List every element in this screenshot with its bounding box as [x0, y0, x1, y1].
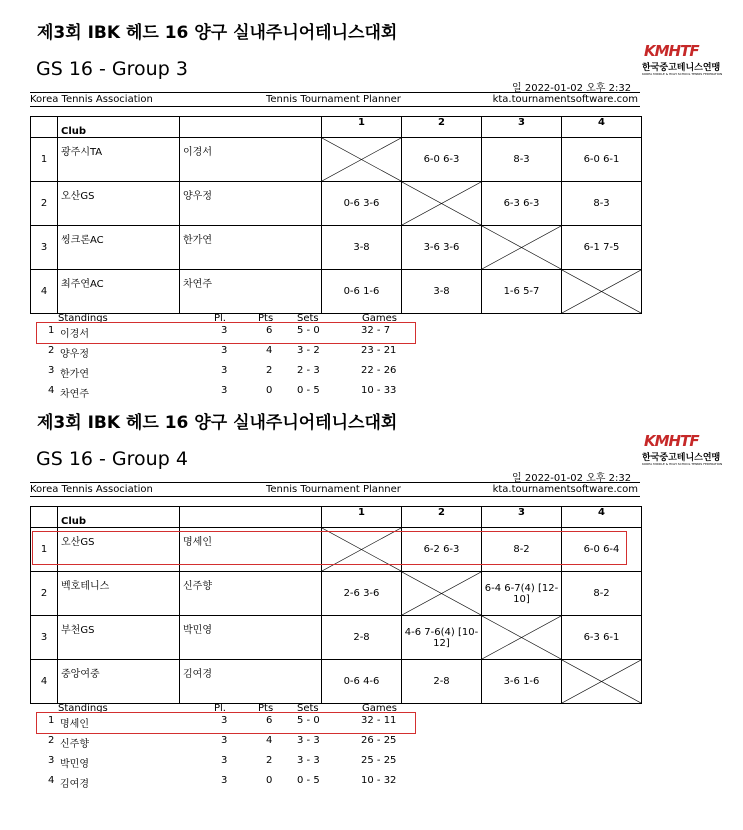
table-row — [31, 182, 642, 226]
score-cell: 1-6 5-7 — [482, 270, 562, 314]
row-number: 1 — [31, 528, 58, 572]
row-number: 3 — [31, 226, 58, 270]
cross-icon — [322, 138, 401, 181]
standing-rank: 4 — [48, 775, 55, 786]
player-name: 명세인 — [180, 528, 322, 572]
score-cell: 8-3 — [562, 182, 642, 226]
winner-highlight — [36, 322, 416, 344]
empty-cross-cell — [402, 182, 482, 226]
player-name: 한가연 — [180, 226, 322, 270]
cross-icon — [562, 270, 641, 313]
standing-played: 3 — [221, 345, 228, 356]
standing-played: 3 — [221, 735, 228, 746]
header-line — [30, 482, 640, 497]
standing-sets: 0 - 5 — [297, 385, 320, 396]
cross-icon — [402, 572, 481, 615]
score-cell: 6-1 7-5 — [562, 226, 642, 270]
row-number: 3 — [31, 616, 58, 660]
logo-english-text: KOREA MIDDLE & HIGH SCHOOL TENNIS FEDERATION — [642, 72, 723, 76]
score-cell: 6-3 6-1 — [562, 616, 642, 660]
club-name: 최주연AC — [58, 270, 180, 314]
standing-sets: 3 - 2 — [297, 345, 320, 356]
games-header: Games — [362, 703, 397, 714]
standing-games: 10 - 32 — [361, 775, 397, 786]
col-header: 2 — [402, 117, 482, 138]
col-header: 2 — [402, 507, 482, 528]
logo-mark: KMHTF — [644, 42, 699, 60]
score-cell: 2-6 3-6 — [322, 572, 402, 616]
standing-played: 3 — [221, 775, 228, 786]
logo-korean-text: 한국중고테니스연맹 — [642, 63, 721, 73]
pts-header: Pts — [258, 703, 274, 714]
club-name: 벡호테니스 — [58, 572, 180, 616]
standing-rank: 2 — [48, 345, 55, 356]
logo-english-text: KOREA MIDDLE & HIGH SCHOOL TENNIS FEDERATION — [642, 462, 723, 466]
player-name: 김여경 — [180, 660, 322, 704]
score-cell: 4-6 7-6(4) [10-12] — [402, 616, 482, 660]
site-url: kta.tournamentsoftware.com — [492, 484, 638, 495]
kmhtf-logo — [642, 42, 732, 82]
score-cell: 6-3 6-3 — [482, 182, 562, 226]
grid-corner — [31, 117, 58, 138]
grid-corner — [31, 507, 58, 528]
standing-rank: 3 — [48, 365, 55, 376]
header-line — [30, 92, 640, 107]
table-row — [31, 138, 642, 182]
standing-name: 양우정 — [60, 349, 89, 360]
planner-name: Tennis Tournament Planner — [266, 484, 401, 495]
col-header: 1 — [322, 507, 402, 528]
group-title: GS 16 - Group 3 — [36, 58, 188, 80]
club-name: 오산GS — [58, 182, 180, 226]
group-title: GS 16 - Group 4 — [36, 448, 188, 470]
player-header — [180, 507, 322, 528]
standing-name: 이경서 — [60, 329, 89, 340]
table-row — [31, 616, 642, 660]
player-name: 박민영 — [180, 616, 322, 660]
standing-sets: 3 - 3 — [297, 755, 320, 766]
standing-played: 3 — [221, 385, 228, 396]
score-cell: 0-6 4-6 — [322, 660, 402, 704]
club-name: 부천GS — [58, 616, 180, 660]
standing-rank: 1 — [48, 325, 55, 336]
player-name: 양우정 — [180, 182, 322, 226]
score-cell: 8-3 — [482, 138, 562, 182]
standing-sets: 5 - 0 — [297, 325, 320, 336]
kmhtf-logo — [642, 432, 732, 472]
row-number: 1 — [31, 138, 58, 182]
club-header: Club — [58, 507, 180, 528]
group-block — [0, 390, 743, 790]
col-header: 3 — [482, 507, 562, 528]
score-cell: 3-8 — [322, 226, 402, 270]
print-date: 일 2022-01-02 오후 2:32 — [512, 473, 632, 484]
empty-cross-cell — [322, 138, 402, 182]
score-cell: 3-8 — [402, 270, 482, 314]
pts-header: Pts — [258, 313, 274, 324]
player-name: 신주향 — [180, 572, 322, 616]
empty-cross-cell — [562, 270, 642, 314]
group-block — [0, 0, 743, 400]
standing-points: 0 — [266, 385, 273, 396]
standing-games: 32 - 7 — [361, 325, 391, 336]
logo-korean-text: 한국중고테니스연맹 — [642, 453, 721, 463]
standings-label: Standings — [58, 703, 108, 714]
standings-label: Standings — [58, 313, 108, 324]
score-cell: 6-0 6-4 — [562, 528, 642, 572]
cross-icon — [562, 660, 641, 703]
standing-points: 0 — [266, 775, 273, 786]
club-name: 씽크론AC — [58, 226, 180, 270]
standing-points: 6 — [266, 715, 273, 726]
score-cell: 6-4 6-7(4) [12-10] — [482, 572, 562, 616]
standing-played: 3 — [221, 365, 228, 376]
standing-sets: 0 - 5 — [297, 775, 320, 786]
standing-games: 32 - 11 — [361, 715, 397, 726]
row-number: 4 — [31, 660, 58, 704]
standing-name: 박민영 — [60, 759, 89, 770]
empty-cross-cell — [562, 660, 642, 704]
score-cell: 6-0 6-1 — [562, 138, 642, 182]
planner-name: Tennis Tournament Planner — [266, 94, 401, 105]
pl-header: Pl. — [214, 703, 226, 714]
score-cell: 8-2 — [562, 572, 642, 616]
club-name: 중앙여중 — [58, 660, 180, 704]
cross-icon — [482, 226, 561, 269]
score-cell: 6-2 6-3 — [402, 528, 482, 572]
standing-games: 23 - 21 — [361, 345, 397, 356]
table-row — [31, 226, 642, 270]
empty-cross-cell — [402, 572, 482, 616]
row-number: 2 — [31, 572, 58, 616]
empty-cross-cell — [482, 616, 562, 660]
standing-sets: 5 - 0 — [297, 715, 320, 726]
standing-name: 김여경 — [60, 779, 89, 790]
score-cell: 3-6 1-6 — [482, 660, 562, 704]
standing-games: 25 - 25 — [361, 755, 397, 766]
standing-played: 3 — [221, 755, 228, 766]
standing-name: 차연주 — [60, 389, 89, 400]
winner-row-highlight — [32, 531, 627, 565]
standing-sets: 3 - 3 — [297, 735, 320, 746]
score-cell: 3-6 3-6 — [402, 226, 482, 270]
player-name: 이경서 — [180, 138, 322, 182]
cross-icon — [402, 182, 481, 225]
grid-header-row — [31, 507, 642, 528]
player-header — [180, 117, 322, 138]
pl-header: Pl. — [214, 313, 226, 324]
tournament-title: 제3회 IBK 헤드 16 양구 실내주니어테니스대회 — [37, 23, 398, 43]
col-header: 4 — [562, 117, 642, 138]
standing-games: 26 - 25 — [361, 735, 397, 746]
results-grid — [30, 116, 642, 314]
standing-points: 4 — [266, 735, 273, 746]
col-header: 4 — [562, 507, 642, 528]
score-cell: 0-6 1-6 — [322, 270, 402, 314]
print-date: 일 2022-01-02 오후 2:32 — [512, 83, 632, 94]
standing-games: 10 - 33 — [361, 385, 397, 396]
table-row — [31, 572, 642, 616]
score-cell: 2-8 — [322, 616, 402, 660]
association-name: Korea Tennis Association — [30, 484, 153, 495]
winner-highlight — [36, 712, 416, 734]
association-name: Korea Tennis Association — [30, 94, 153, 105]
standing-rank: 1 — [48, 715, 55, 726]
standing-rank: 3 — [48, 755, 55, 766]
standing-points: 2 — [266, 365, 273, 376]
tournament-title: 제3회 IBK 헤드 16 양구 실내주니어테니스대회 — [37, 413, 398, 433]
standing-points: 2 — [266, 755, 273, 766]
cross-icon — [482, 616, 561, 659]
row-number: 2 — [31, 182, 58, 226]
standing-played: 3 — [221, 325, 228, 336]
club-header: Club — [58, 117, 180, 138]
standing-name: 명세인 — [60, 719, 89, 730]
sets-header: Sets — [297, 703, 319, 714]
club-name: 오산GS — [58, 528, 180, 572]
table-row — [31, 270, 642, 314]
club-name: 광주시TA — [58, 138, 180, 182]
standing-name: 신주향 — [60, 739, 89, 750]
standing-sets: 2 - 3 — [297, 365, 320, 376]
games-header: Games — [362, 313, 397, 324]
standing-rank: 2 — [48, 735, 55, 746]
standing-points: 6 — [266, 325, 273, 336]
score-cell: 0-6 3-6 — [322, 182, 402, 226]
col-header: 1 — [322, 117, 402, 138]
logo-mark: KMHTF — [644, 432, 699, 450]
empty-cross-cell — [482, 226, 562, 270]
grid-header-row — [31, 117, 642, 138]
player-name: 차연주 — [180, 270, 322, 314]
table-row — [31, 660, 642, 704]
standing-games: 22 - 26 — [361, 365, 397, 376]
score-cell: 2-8 — [402, 660, 482, 704]
standing-rank: 4 — [48, 385, 55, 396]
standing-played: 3 — [221, 715, 228, 726]
site-url: kta.tournamentsoftware.com — [492, 94, 638, 105]
standing-points: 4 — [266, 345, 273, 356]
col-header: 3 — [482, 117, 562, 138]
score-cell: 6-0 6-3 — [402, 138, 482, 182]
sets-header: Sets — [297, 313, 319, 324]
row-number: 4 — [31, 270, 58, 314]
score-cell: 8-2 — [482, 528, 562, 572]
standing-name: 한가연 — [60, 369, 89, 380]
